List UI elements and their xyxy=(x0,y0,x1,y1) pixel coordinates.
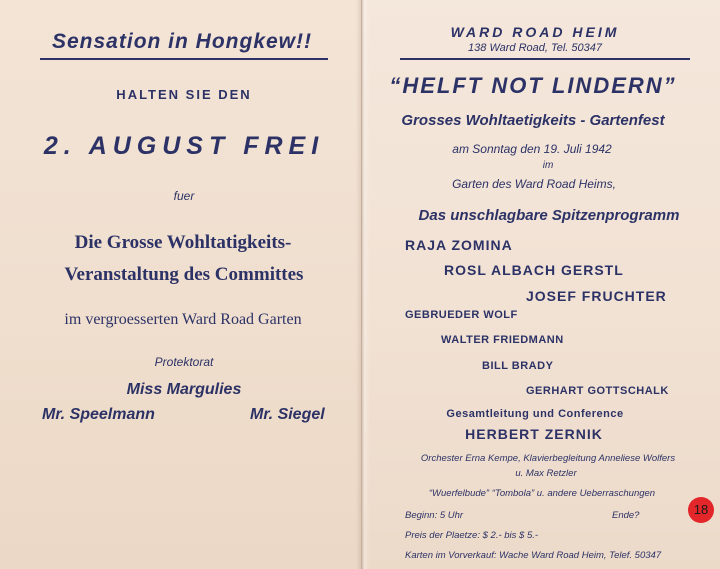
performer-bill-brady: BILL BRADY xyxy=(482,360,554,372)
slogan: “HELFT NOT LINDERN” xyxy=(389,73,677,98)
event-title-line-1: Die Grosse Wohltatigkeits- xyxy=(74,232,292,253)
advance-sale-info: Karten im Vorverkauf: Wache Ward Road Heim, Telef. 50347 xyxy=(405,550,662,561)
event-location: im vergroesserten Ward Road Garten xyxy=(64,311,302,328)
ticket-prices: Preis der Plaetze: $ 2.- bis $ 5.- xyxy=(405,530,539,541)
fuer-line: fuer xyxy=(173,189,195,203)
event-title-line-2: Veranstaltung des Committes xyxy=(64,264,304,285)
page-number-badge: 18 xyxy=(688,497,714,523)
event-date: am Sonntag den 19. Juli 1942 xyxy=(452,142,612,156)
halten-line: HALTEN SIE DEN xyxy=(116,87,252,102)
performer-raja-zomina: RAJA ZOMINA xyxy=(405,237,513,253)
performer-rosl-albach-gerstl: ROSL ALBACH GERSTL xyxy=(444,262,624,278)
event-garden: Garten des Ward Road Heims, xyxy=(452,177,616,191)
protektorat-label: Protektorat xyxy=(154,355,214,369)
extras-line: “Wuerfelbude” “Tombola” u. andere Ueberraschungen xyxy=(428,488,656,499)
performer-gebrueder-wolf: GEBRUEDER WOLF xyxy=(405,309,518,321)
title-underline xyxy=(40,58,328,60)
patron-siegel: Mr. Siegel xyxy=(250,406,325,423)
program-heading: Das unschlagbare Spitzenprogramm xyxy=(418,207,680,224)
left-page-title: Sensation in Hongkew!! xyxy=(51,30,313,53)
patron-speelmann: Mr. Speelmann xyxy=(42,406,155,423)
page-fold xyxy=(356,0,370,569)
conference-name: HERBERT ZERNIK xyxy=(465,426,603,442)
venue-name: WARD ROAD HEIM xyxy=(450,24,620,40)
header-rule xyxy=(400,58,690,60)
start-time: Beginn: 5 Uhr xyxy=(405,510,464,521)
im-word: im xyxy=(542,160,554,171)
end-time: Ende? xyxy=(612,510,640,521)
orchestra-line-2: u. Max Retzler xyxy=(515,468,577,479)
performer-josef-fruchter: JOSEF FRUCHTER xyxy=(526,288,667,304)
performer-gerhart-gottschalk: GERHART GOTTSCHALK xyxy=(526,385,669,397)
orchestra-line-1: Orchester Erna Kempe, Klavierbegleitung Anneliese Wolfers xyxy=(420,453,676,464)
date-headline: 2. AUGUST FREI xyxy=(43,132,325,160)
venue-address: 138 Ward Road, Tel. 50347 xyxy=(468,42,602,54)
performer-walter-friedmann: WALTER FRIEDMANN xyxy=(441,334,564,346)
event-name: Grosses Wohltaetigkeits - Gartenfest xyxy=(401,112,665,129)
patron-margulies: Miss Margulies xyxy=(126,381,242,398)
conference-label: Gesamtleitung und Conference xyxy=(446,408,624,420)
